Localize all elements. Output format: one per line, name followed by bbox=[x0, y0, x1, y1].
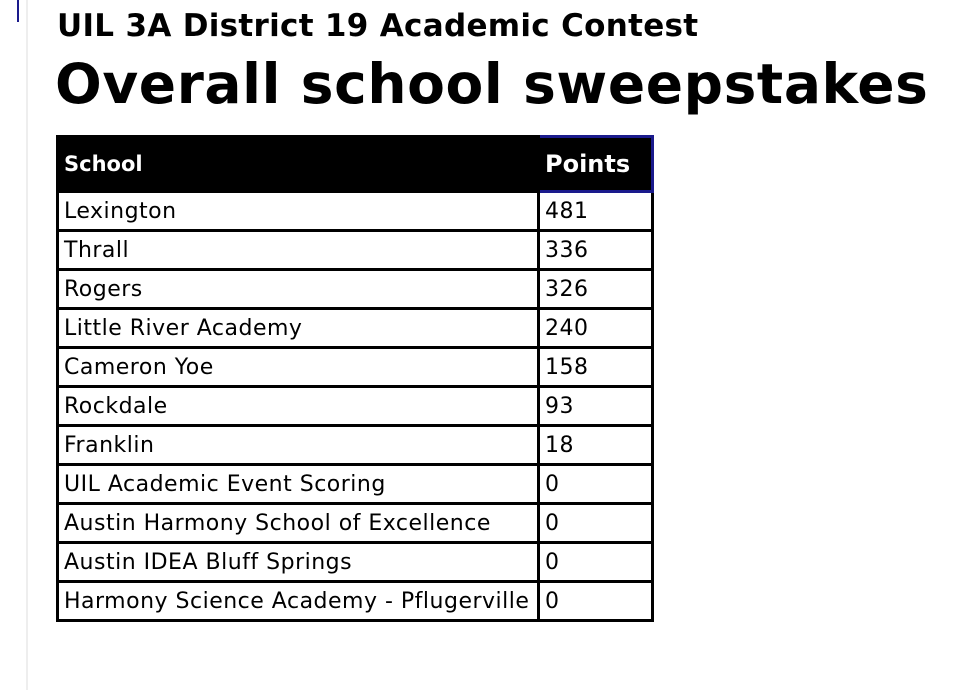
points-cell: 0 bbox=[539, 465, 653, 504]
school-cell: Harmony Science Academy - Pflugerville bbox=[58, 582, 539, 621]
table-row bbox=[58, 348, 653, 387]
school-cell: UIL Academic Event Scoring bbox=[58, 465, 539, 504]
school-cell: Thrall bbox=[58, 231, 539, 270]
left-margin-rule bbox=[26, 0, 28, 690]
school-cell: Rockdale bbox=[58, 387, 539, 426]
school-cell: Austin Harmony School of Excellence bbox=[58, 504, 539, 543]
sweepstakes-table bbox=[56, 135, 654, 622]
page-title: Overall school sweepstakes bbox=[55, 52, 929, 116]
table-header-row bbox=[58, 137, 653, 192]
points-cell: 326 bbox=[539, 270, 653, 309]
table-row bbox=[58, 387, 653, 426]
table-row bbox=[58, 270, 653, 309]
points-cell: 18 bbox=[539, 426, 653, 465]
points-cell: 0 bbox=[539, 543, 653, 582]
table-row bbox=[58, 582, 653, 621]
table-row bbox=[58, 192, 653, 231]
column-header-points: Points bbox=[539, 137, 653, 192]
points-cell: 0 bbox=[539, 582, 653, 621]
table-row bbox=[58, 504, 653, 543]
points-cell: 481 bbox=[539, 192, 653, 231]
table-row bbox=[58, 543, 653, 582]
table-row bbox=[58, 426, 653, 465]
school-cell: Franklin bbox=[58, 426, 539, 465]
school-cell: Cameron Yoe bbox=[58, 348, 539, 387]
column-header-school: School bbox=[58, 137, 539, 192]
contest-subtitle: UIL 3A District 19 Academic Contest bbox=[57, 8, 699, 44]
points-cell: 93 bbox=[539, 387, 653, 426]
points-cell: 336 bbox=[539, 231, 653, 270]
table-row bbox=[58, 465, 653, 504]
school-cell: Lexington bbox=[58, 192, 539, 231]
text-cursor bbox=[17, 0, 19, 22]
points-cell: 0 bbox=[539, 504, 653, 543]
school-cell: Rogers bbox=[58, 270, 539, 309]
table-row bbox=[58, 309, 653, 348]
school-cell: Austin IDEA Bluff Springs bbox=[58, 543, 539, 582]
school-cell: Little River Academy bbox=[58, 309, 539, 348]
points-cell: 158 bbox=[539, 348, 653, 387]
points-cell: 240 bbox=[539, 309, 653, 348]
table-row bbox=[58, 231, 653, 270]
